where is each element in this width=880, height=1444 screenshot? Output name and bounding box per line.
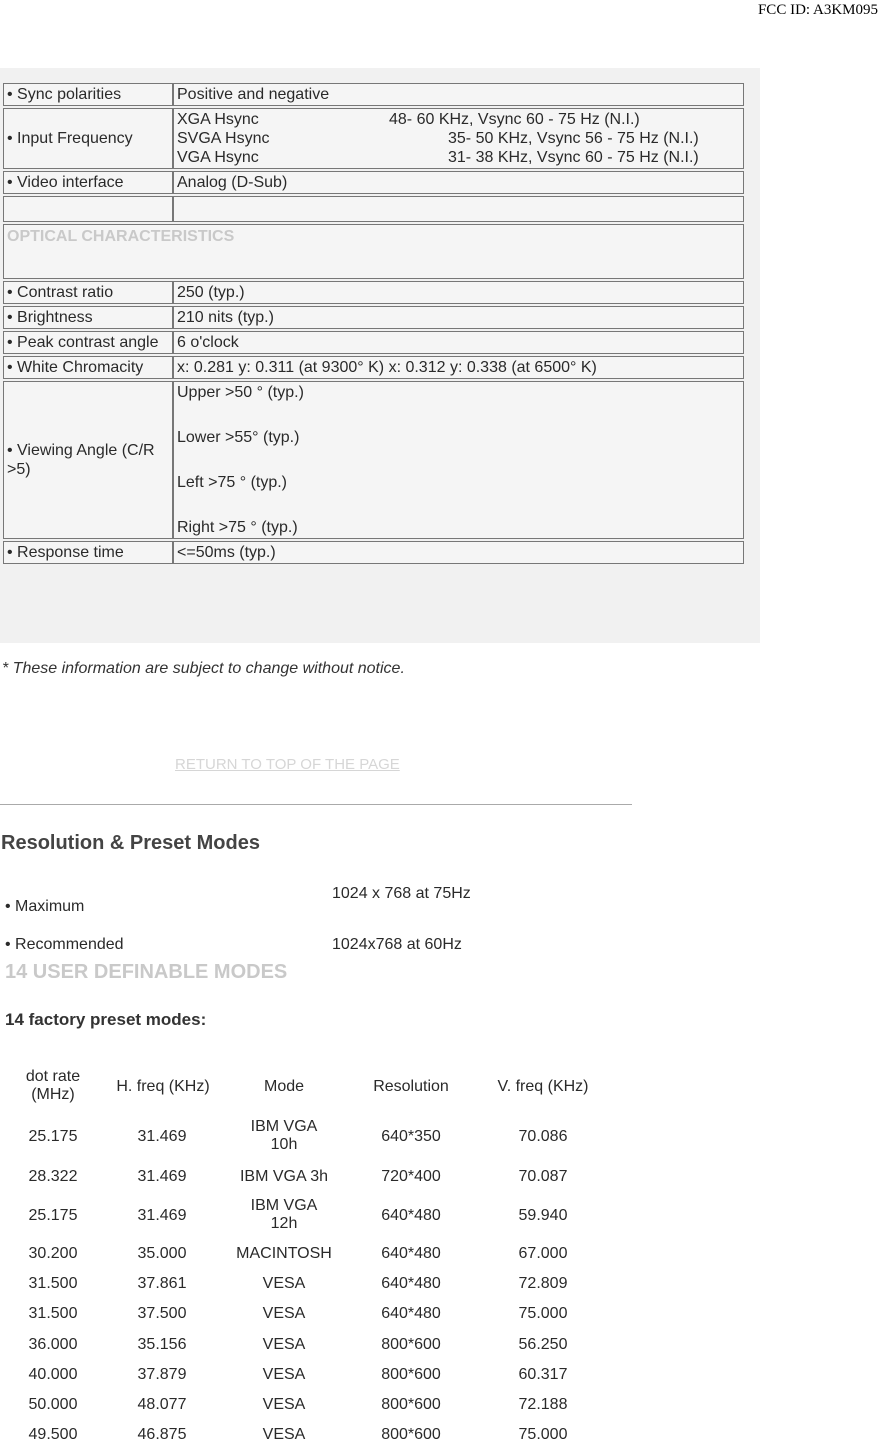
cell-vfreq: 75.000 <box>518 1305 568 1322</box>
cell-dot-rate: 49.500 <box>28 1426 78 1443</box>
cell-resolution: 640*480 <box>381 1305 441 1322</box>
cell-dot-rate: 31.500 <box>28 1305 78 1322</box>
spec-row-contrast <box>3 281 744 304</box>
cell-mode: IBM VGA 10h <box>250 1118 318 1153</box>
spec-table <box>3 81 744 566</box>
cell-dot-rate: 50.000 <box>28 1396 78 1413</box>
header-resolution: Resolution <box>373 1078 449 1095</box>
cell-vfreq: 59.940 <box>518 1207 568 1224</box>
spec-row-input-frequency <box>3 108 744 169</box>
cell-vfreq: 56.250 <box>518 1336 568 1353</box>
empty-cell <box>3 196 173 222</box>
spec-value: Positive and negative <box>173 83 744 106</box>
spec-label: • Peak contrast angle <box>3 331 173 354</box>
cell-mode: MACINTOSH <box>236 1245 332 1262</box>
spec-label: • White Chromacity <box>3 356 173 379</box>
viewing-right: Right >75 ° (typ.) <box>177 519 298 536</box>
maximum-value: 1024 x 768 at 75Hz <box>332 885 471 902</box>
spec-label: • Response time <box>3 541 173 564</box>
cell-vfreq: 75.000 <box>518 1426 568 1443</box>
cell-resolution: 800*600 <box>381 1366 441 1383</box>
cell-vfreq: 70.086 <box>518 1128 568 1145</box>
cell-vfreq: 70.087 <box>518 1168 568 1185</box>
cell-dot-rate: 31.500 <box>28 1275 78 1292</box>
spec-row-video <box>3 171 744 194</box>
cell-mode: VESA <box>262 1305 306 1322</box>
spec-label: • Brightness <box>3 306 173 329</box>
cell-dot-rate: 36.000 <box>28 1336 78 1353</box>
freq-mode: SVGA Hsync <box>177 130 270 147</box>
cell-hfreq: 48.077 <box>137 1396 187 1413</box>
cell-mode: VESA <box>262 1426 306 1443</box>
spec-value <box>173 108 744 169</box>
cell-hfreq: 37.861 <box>137 1275 187 1292</box>
spec-row-viewing-angle <box>3 381 744 539</box>
user-modes-heading: 14 USER DEFINABLE MODES <box>5 961 288 983</box>
viewing-left: Left >75 ° (typ.) <box>177 474 288 491</box>
cell-hfreq: 31.469 <box>137 1168 187 1185</box>
return-to-top-link[interactable]: RETURN TO TOP OF THE PAGE <box>175 756 400 773</box>
cell-vfreq: 72.809 <box>518 1275 568 1292</box>
spec-label: • Contrast ratio <box>3 281 173 304</box>
spec-value <box>173 381 744 539</box>
fcc-id: FCC ID: A3KM095 <box>757 2 878 18</box>
spec-label: • Video interface <box>3 171 173 194</box>
cell-vfreq: 60.317 <box>518 1366 568 1383</box>
spec-row-response <box>3 541 744 564</box>
cell-hfreq: 37.500 <box>137 1305 187 1322</box>
resolution-title: Resolution & Preset Modes <box>1 832 260 854</box>
cell-resolution: 720*400 <box>381 1168 441 1185</box>
cell-resolution: 640*480 <box>381 1275 441 1292</box>
cell-hfreq: 31.469 <box>137 1207 187 1224</box>
spec-value: Analog (D-Sub) <box>173 171 744 194</box>
cell-dot-rate: 40.000 <box>28 1366 78 1383</box>
cell-resolution: 640*350 <box>381 1128 441 1145</box>
cell-hfreq: 35.000 <box>137 1245 187 1262</box>
optical-heading: OPTICAL CHARACTERISTICS <box>3 224 744 279</box>
spec-value: <=50ms (typ.) <box>173 541 744 564</box>
spec-row-chromacity <box>3 356 744 379</box>
spec-row-sync <box>3 83 744 106</box>
factory-modes-heading: 14 factory preset modes: <box>5 1010 207 1029</box>
spec-row-brightness <box>3 306 744 329</box>
freq-value: 31- 38 KHz, Vsync 60 - 75 Hz (N.I.) <box>448 149 699 166</box>
freq-mode: XGA Hsync <box>177 111 259 128</box>
cell-hfreq: 37.879 <box>137 1366 187 1383</box>
viewing-upper: Upper >50 ° (typ.) <box>177 384 304 401</box>
change-notice: * These information are subject to change without notice. <box>2 660 405 677</box>
freq-value: 35- 50 KHz, Vsync 56 - 75 Hz (N.I.) <box>448 130 699 147</box>
spec-row-empty <box>3 196 744 222</box>
freq-mode: VGA Hsync <box>177 149 259 166</box>
spec-row-peak-contrast <box>3 331 744 354</box>
cell-vfreq: 67.000 <box>518 1245 568 1262</box>
header-dot-rate: dot rate (MHz) <box>25 1068 81 1103</box>
empty-cell <box>173 196 744 222</box>
cell-mode: VESA <box>262 1366 306 1383</box>
cell-hfreq: 31.469 <box>137 1128 187 1145</box>
maximum-label: • Maximum <box>5 898 85 915</box>
cell-mode: VESA <box>262 1275 306 1292</box>
cell-mode: IBM VGA 12h <box>250 1197 318 1232</box>
spec-value: 6 o'clock <box>173 331 744 354</box>
cell-vfreq: 72.188 <box>518 1396 568 1413</box>
freq-value: 48- 60 KHz, Vsync 60 - 75 Hz (N.I.) <box>389 111 640 128</box>
spec-label: • Sync polarities <box>3 83 173 106</box>
header-vfreq: V. freq (KHz) <box>497 1078 589 1095</box>
cell-mode: VESA <box>262 1336 306 1353</box>
cell-dot-rate: 25.175 <box>28 1128 78 1145</box>
cell-dot-rate: 28.322 <box>28 1168 78 1185</box>
cell-resolution: 640*480 <box>381 1207 441 1224</box>
cell-resolution: 640*480 <box>381 1245 441 1262</box>
header-mode: Mode <box>263 1078 305 1095</box>
spec-label: • Viewing Angle (C/R >5) <box>3 381 173 539</box>
cell-mode: IBM VGA 3h <box>239 1168 329 1185</box>
optical-heading-row <box>3 224 744 279</box>
cell-dot-rate: 25.175 <box>28 1207 78 1224</box>
recommended-value: 1024x768 at 60Hz <box>332 936 462 953</box>
cell-hfreq: 35.156 <box>137 1336 187 1353</box>
cell-hfreq: 46.875 <box>137 1426 187 1443</box>
viewing-lower: Lower >55° (typ.) <box>177 429 300 446</box>
spec-label: • Input Frequency <box>3 108 173 169</box>
spec-value: x: 0.281 y: 0.311 (at 9300° K) x: 0.312 y: 0.338 (at 6500° K) <box>173 356 744 379</box>
cell-resolution: 800*600 <box>381 1426 441 1443</box>
divider <box>0 804 632 805</box>
recommended-label: • Recommended <box>5 936 124 953</box>
spec-value: 210 nits (typ.) <box>173 306 744 329</box>
cell-dot-rate: 30.200 <box>28 1245 78 1262</box>
cell-resolution: 800*600 <box>381 1336 441 1353</box>
header-hfreq: H. freq (KHz) <box>116 1078 210 1095</box>
spec-value: 250 (typ.) <box>173 281 744 304</box>
cell-mode: VESA <box>262 1396 306 1413</box>
cell-resolution: 800*600 <box>381 1396 441 1413</box>
